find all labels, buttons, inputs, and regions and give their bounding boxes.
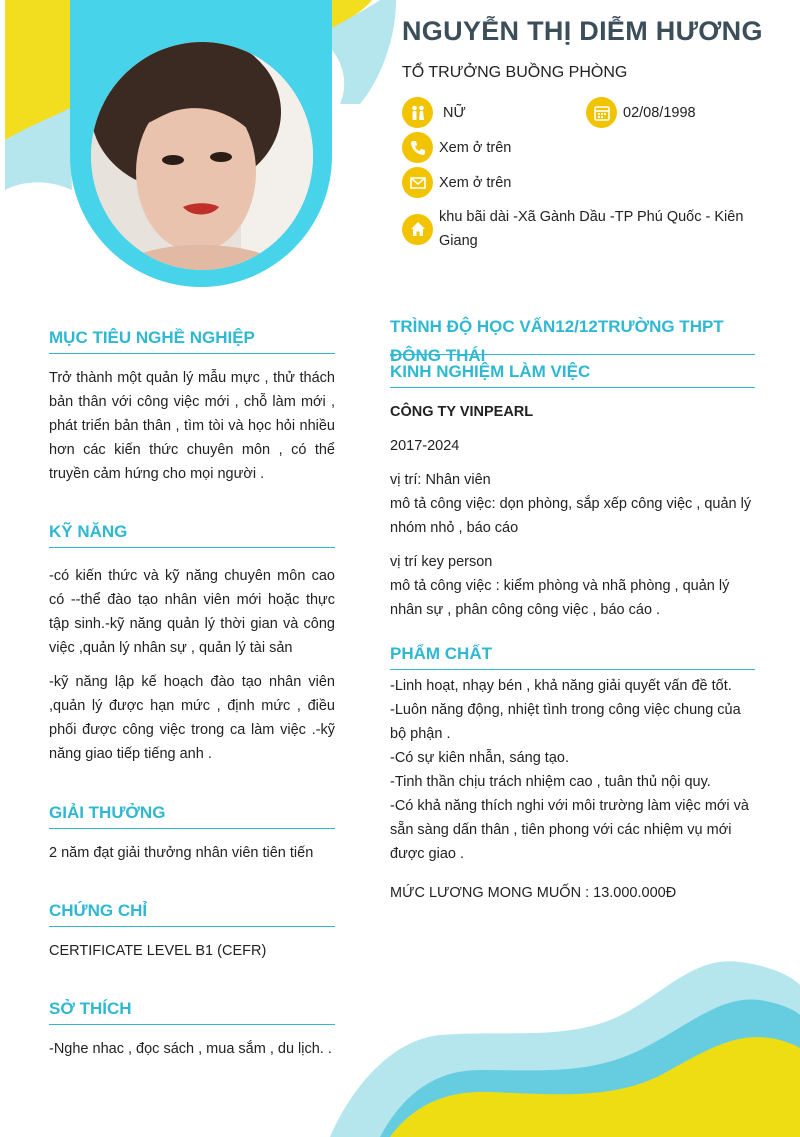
email-value: Xem ở trên <box>439 174 512 191</box>
certificates-heading: CHỨNG CHỈ <box>49 901 335 927</box>
gender-value: NỮ <box>443 104 466 121</box>
address-row <box>402 205 747 253</box>
experience-desc-2: mô tả công việc : kiểm phòng và nhã phòng , quản lý nhân sự , phân công công việc , báo cáo . <box>390 578 730 618</box>
experience-company: CÔNG TY VINPEARL <box>390 404 534 420</box>
candidate-name: NGUYỄN THỊ DIỄM HƯƠNG <box>402 16 763 46</box>
certificates-section <box>49 901 335 963</box>
objective-heading: MỤC TIÊU NGHỀ NGHIỆP <box>49 328 335 354</box>
skills-paragraph-2: -kỹ năng lập kế hoạch đào tạo nhân viên ,quản lý được hạn mức , định mức , điều phối được công việc trong ca làm việc .-kỹ năng giao tiếp tiếng anh . <box>49 674 335 762</box>
awards-text: 2 năm đạt giải thưởng nhân viên tiên tiến <box>49 845 314 861</box>
gender-row <box>402 97 466 128</box>
experience-role-2: vị trí key person <box>390 554 493 570</box>
hobbies-text: -Nghe nhac , đọc sách , mua sắm , du lịch. . <box>49 1041 332 1057</box>
awards-heading: GIẢI THƯỞNG <box>49 803 335 829</box>
envelope-icon <box>402 167 433 198</box>
experience-period: 2017-2024 <box>390 438 460 454</box>
experience-role-1: vị trí: Nhân viên <box>390 472 491 488</box>
expected-salary: MỨC LƯƠNG MONG MUỐN : 13.000.000Đ <box>390 885 677 901</box>
calendar-icon <box>586 97 617 128</box>
skills-section <box>49 522 335 766</box>
qualities-section <box>390 644 755 905</box>
address-value: khu bãi dài -Xã Gành Dầu -TP Phú Quốc - Kiên Giang <box>439 209 744 249</box>
quality-item: -Luôn năng động, nhiệt tình trong công việc chung của bộ phận . <box>390 702 741 742</box>
objective-section <box>49 328 335 486</box>
job-title: TỔ TRƯỞNG BUỒNG PHÒNG <box>402 64 628 81</box>
qualities-heading: PHẨM CHẤT <box>390 644 755 670</box>
education-divider <box>390 354 755 355</box>
hobbies-section <box>49 999 335 1061</box>
phone-row <box>402 132 511 163</box>
quality-item: -Có khả năng thích nghi với môi trường làm việc mới và sẵn sàng dấn thân , tiên phong với các nhiệm vụ mới được giao . <box>390 798 749 862</box>
awards-section <box>49 803 335 865</box>
objective-text: Trở thành một quản lý mẫu mực , thử thách bản thân với công việc mới , chỗ làm mới , phát triển bản thân , tìm tòi và học hỏi nhiều hơn các kiến thức chuyên môn , có thể truyền cảm hứng cho mọi người . <box>49 370 335 482</box>
experience-section <box>390 362 755 622</box>
quality-item: -Linh hoạt, nhạy bén , khả năng giải quyết vấn đề tốt. <box>390 678 732 694</box>
home-icon <box>402 214 433 245</box>
profile-photo-frame <box>70 0 332 287</box>
experience-desc-1: mô tả công việc: dọn phòng, sắp xếp công việc , quản lý nhóm nhỏ , báo cáo <box>390 496 752 536</box>
gender-icon <box>402 97 433 128</box>
hobbies-heading: SỞ THÍCH <box>49 999 335 1025</box>
quality-item: -Tinh thần chịu trách nhiệm cao , tuân thủ nội quy. <box>390 774 711 790</box>
education-heading: TRÌNH ĐỘ HỌC VẤN12/12TRƯỜNG THPT ĐÔNG THÁI <box>390 317 724 365</box>
birthdate-value: 02/08/1998 <box>623 104 696 121</box>
skills-heading: KỸ NĂNG <box>49 522 335 548</box>
certificates-text: CERTIFICATE LEVEL B1 (CEFR) <box>49 943 267 959</box>
quality-item: -Có sự kiên nhẫn, sáng tạo. <box>390 750 569 766</box>
profile-photo <box>91 42 313 270</box>
skills-paragraph-1: -có kiến thức và kỹ năng chuyên môn cao có --thể đào tạo nhân viên mới hoặc thực tập sinh.-kỹ năng quản lý thời gian và công việc ,quản lý nhân sự , quản lý tài sản <box>49 568 335 656</box>
birthdate-row <box>586 97 696 128</box>
phone-value: Xem ở trên <box>439 139 512 156</box>
phone-icon <box>402 132 433 163</box>
email-row <box>402 167 511 198</box>
experience-heading: KINH NGHIỆM LÀM VIỆC <box>390 362 755 388</box>
